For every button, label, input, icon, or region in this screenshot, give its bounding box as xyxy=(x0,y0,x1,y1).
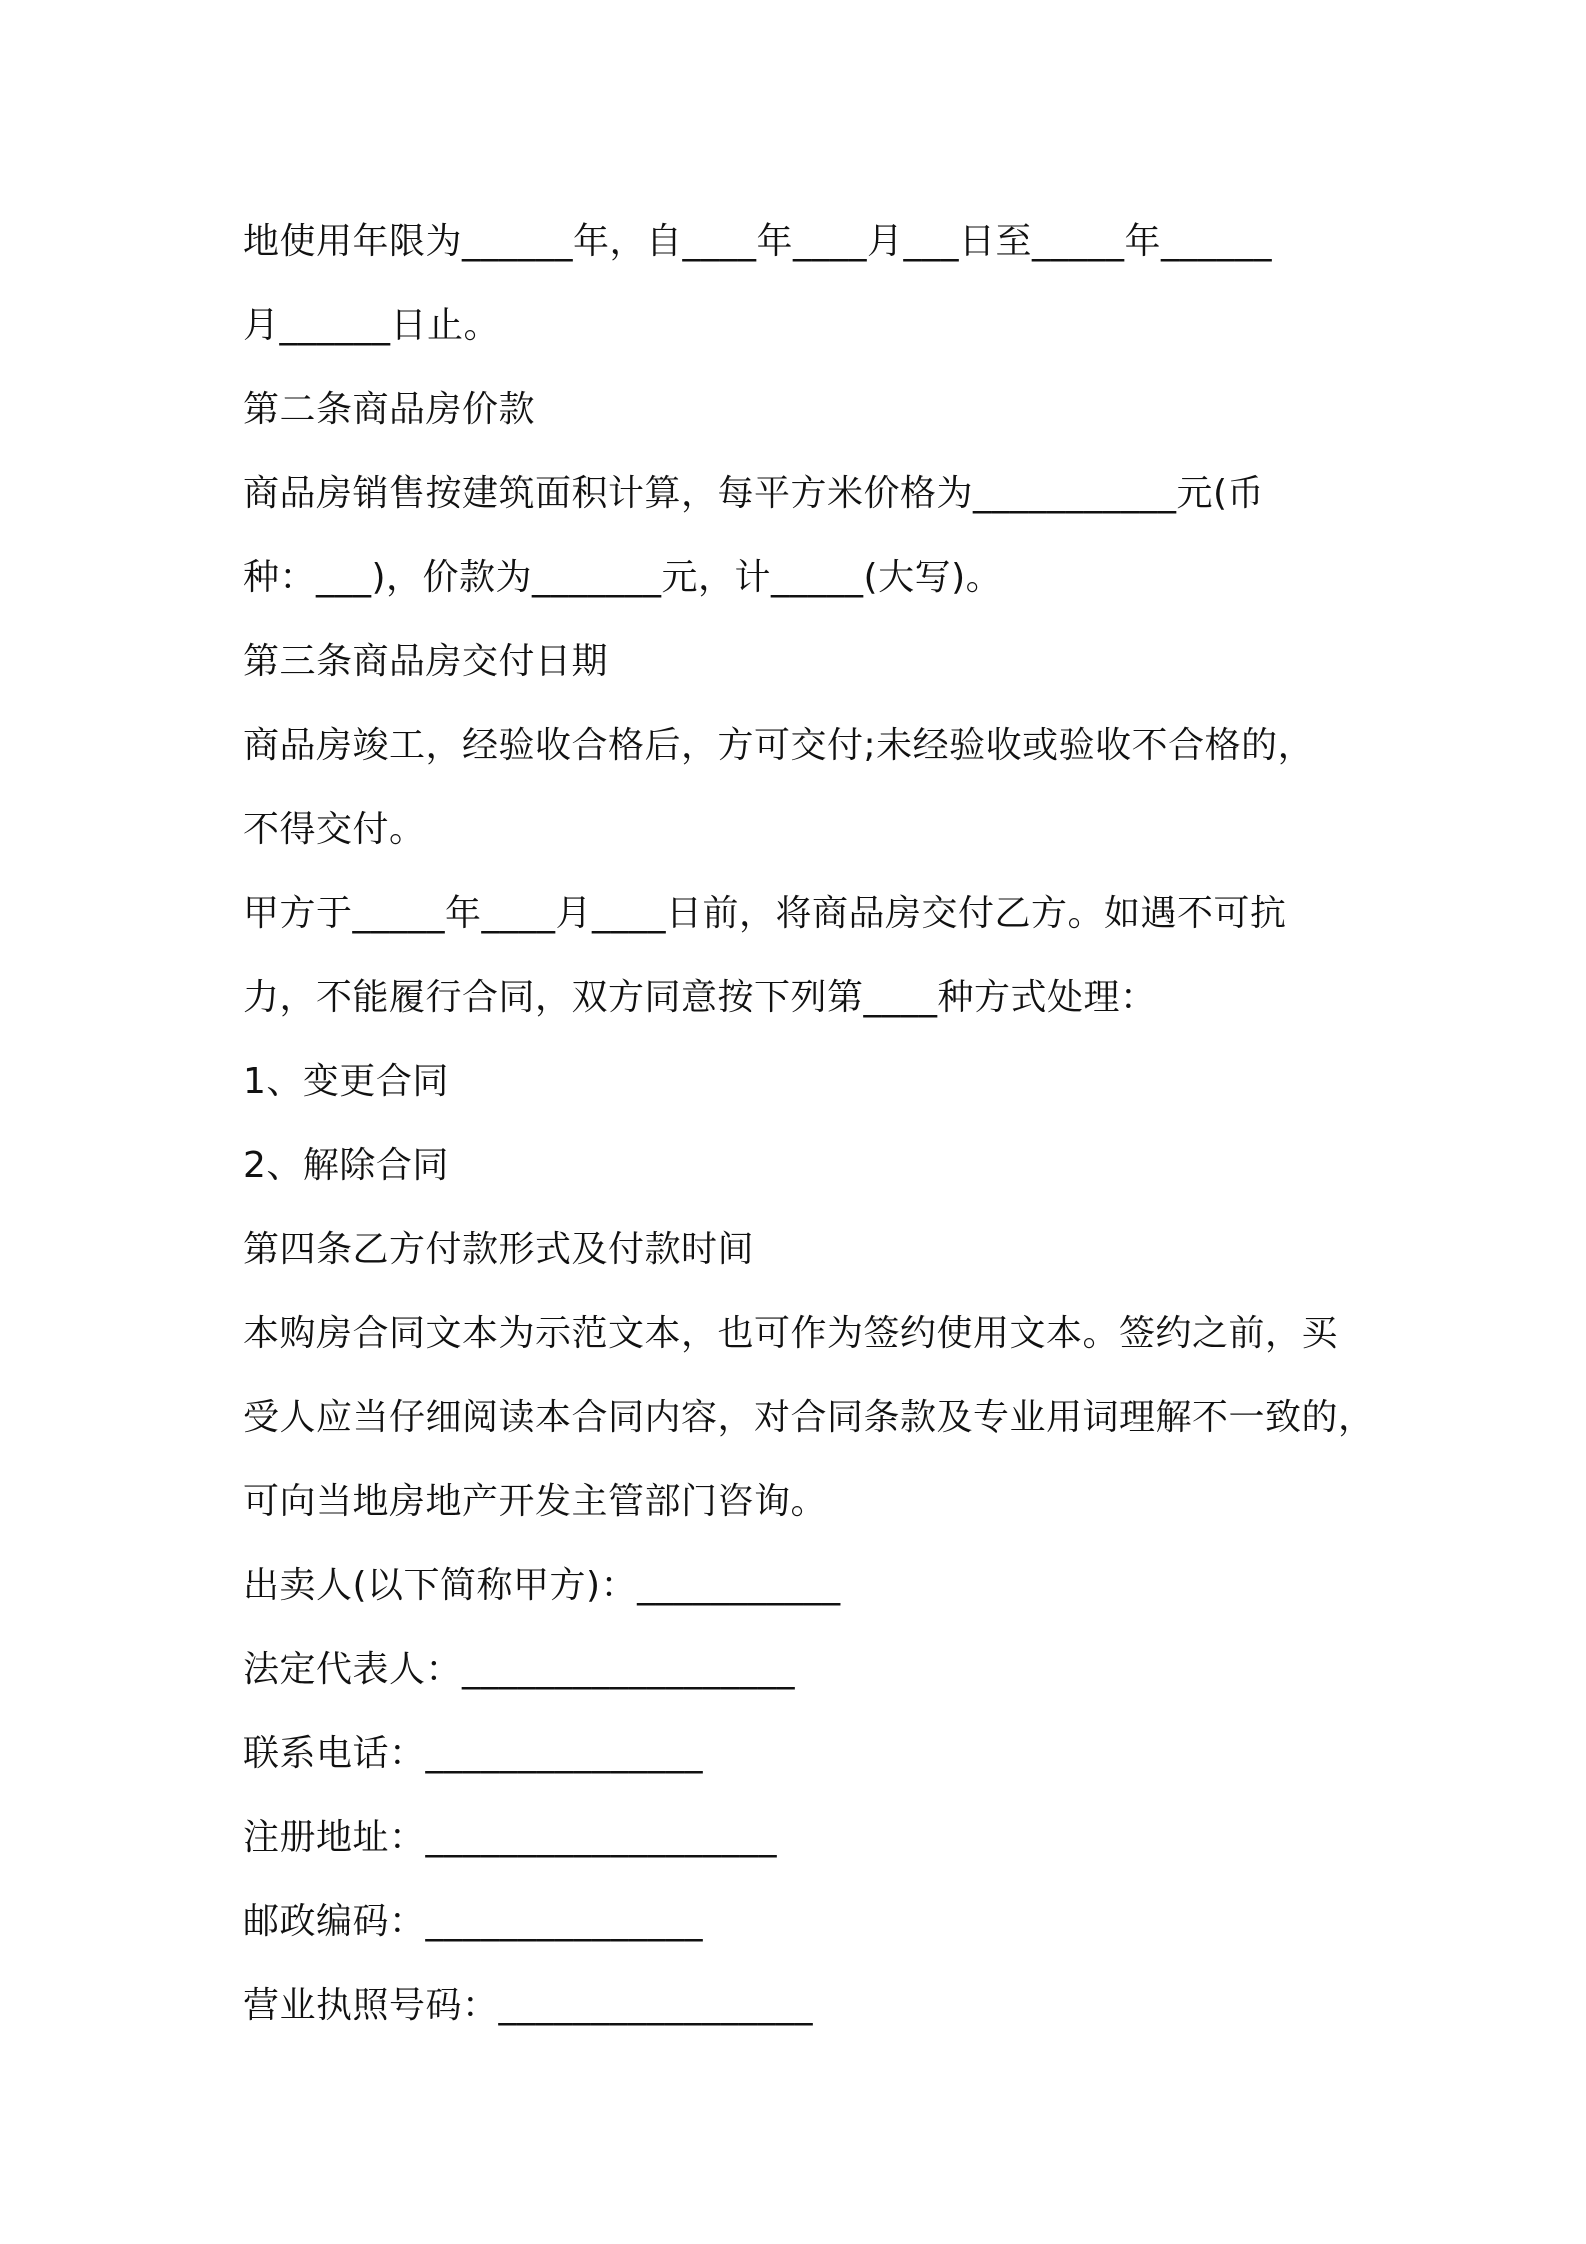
contract-text-line: 种：___)，价款为_______元，计_____(大写)。 xyxy=(243,557,1003,598)
contract-text-line: 商品房销售按建筑面积计算，每平方米价格为___________元(币 xyxy=(243,473,1265,514)
contract-text-line: 受人应当仔细阅读本合同内容，对合同条款及专业用词理解不一致的， xyxy=(243,1397,1375,1438)
contract-text-line: 不得交付。 xyxy=(243,809,426,850)
section-heading-price: 第二条商品房价款 xyxy=(243,389,536,430)
contract-text-line: 地使用年限为______年，自____年____月___日至_____年______ xyxy=(243,221,1273,262)
phone-field: 联系电话：_______________ xyxy=(243,1733,704,1774)
registered-address-field: 注册地址：___________________ xyxy=(243,1817,778,1858)
section-heading-delivery: 第三条商品房交付日期 xyxy=(243,641,609,682)
contract-text-line: 力，不能履行合同，双方同意按下列第____种方式处理： xyxy=(243,977,1157,1018)
contract-text-line: 商品房竣工，经验收合格后，方可交付;未经验收或验收不合格的， xyxy=(243,725,1315,766)
contract-text-line: 甲方于_____年____月____日前，将商品房交付乙方。如遇不可抗 xyxy=(243,893,1287,934)
legal-representative-field: 法定代表人：__________________ xyxy=(243,1649,796,1690)
seller-field: 出卖人(以下简称甲方)：___________ xyxy=(243,1565,841,1606)
contract-text-line: 月______日止。 xyxy=(243,305,501,346)
section-heading-payment: 第四条乙方付款形式及付款时间 xyxy=(243,1229,755,1270)
business-license-field: 营业执照号码：_________________ xyxy=(243,1985,814,2026)
contract-text-line: 本购房合同文本为示范文本，也可作为签约使用文本。签约之前，买 xyxy=(243,1313,1339,1354)
contract-body xyxy=(243,200,1373,2048)
option-item: 1、变更合同 xyxy=(243,1061,449,1102)
option-item: 2、解除合同 xyxy=(243,1145,449,1186)
contract-text-line: 可向当地房地产开发主管部门咨询。 xyxy=(243,1481,828,1522)
postal-code-field: 邮政编码：_______________ xyxy=(243,1901,704,1942)
